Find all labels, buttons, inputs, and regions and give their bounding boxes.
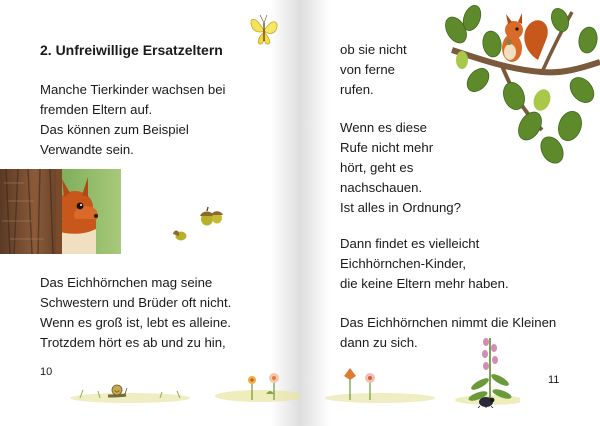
acorn-icon — [198, 205, 224, 227]
text-line: Das Eichhörnchen mag seine — [40, 275, 213, 290]
text-line: Wenn es groß ist, lebt es alleine. — [40, 315, 232, 330]
page-number-left: 10 — [40, 366, 53, 378]
text-line: Wenn es diese — [340, 120, 427, 135]
text-line: Dann findet es vielleicht — [340, 236, 480, 251]
flower-icon — [240, 370, 290, 402]
squirrel-photo — [0, 169, 121, 254]
right-page — [300, 0, 600, 426]
page-number-right: 11 — [548, 374, 560, 386]
text-line: die keine Eltern mehr haben. — [340, 276, 509, 291]
gutter-shadow-left — [270, 0, 300, 426]
text-line: Schwestern und Brüder oft nicht. — [40, 295, 232, 310]
snail-icon — [106, 380, 128, 400]
paragraph-2 — [340, 118, 461, 218]
text-line: Rufe nicht mehr — [340, 140, 434, 155]
text-line: Verwandte sein. — [40, 142, 134, 157]
text-line: ob sie nicht — [340, 42, 407, 57]
text-line: Das Eichhörnchen nimmt die Kleinen — [340, 315, 557, 330]
text-line: nachschauen. — [340, 180, 423, 195]
text-line: Das können zum Beispiel — [40, 122, 189, 137]
paragraph-4 — [340, 313, 556, 353]
paragraph-2 — [40, 273, 231, 353]
text-line: Ist alles in Ordnung? — [340, 200, 461, 215]
text-line: dann zu sich. — [340, 335, 418, 350]
text-line: fremden Eltern auf. — [40, 102, 153, 117]
acorn-icon — [170, 228, 188, 242]
butterfly-icon — [246, 11, 282, 51]
flower-icon — [340, 366, 388, 402]
paragraph-3 — [340, 234, 509, 294]
gutter-shadow-right — [300, 0, 330, 426]
text-line: hört, geht es — [340, 160, 414, 175]
text-line: Trotzdem hört es ab und zu hin, — [40, 335, 226, 350]
paragraph-1 — [340, 40, 407, 100]
paragraph-1 — [40, 80, 225, 160]
text-line: Manche Tierkinder wachsen bei — [40, 82, 226, 97]
beetle-icon — [476, 394, 496, 408]
chapter-heading: 2. Unfreiwillige Ersatzeltern — [40, 42, 223, 58]
text-line: rufen. — [340, 82, 374, 97]
squirrel-on-branch-illustration — [442, 0, 600, 168]
text-line: Eichhörnchen-Kinder, — [340, 256, 467, 271]
text-line: von ferne — [340, 62, 395, 77]
